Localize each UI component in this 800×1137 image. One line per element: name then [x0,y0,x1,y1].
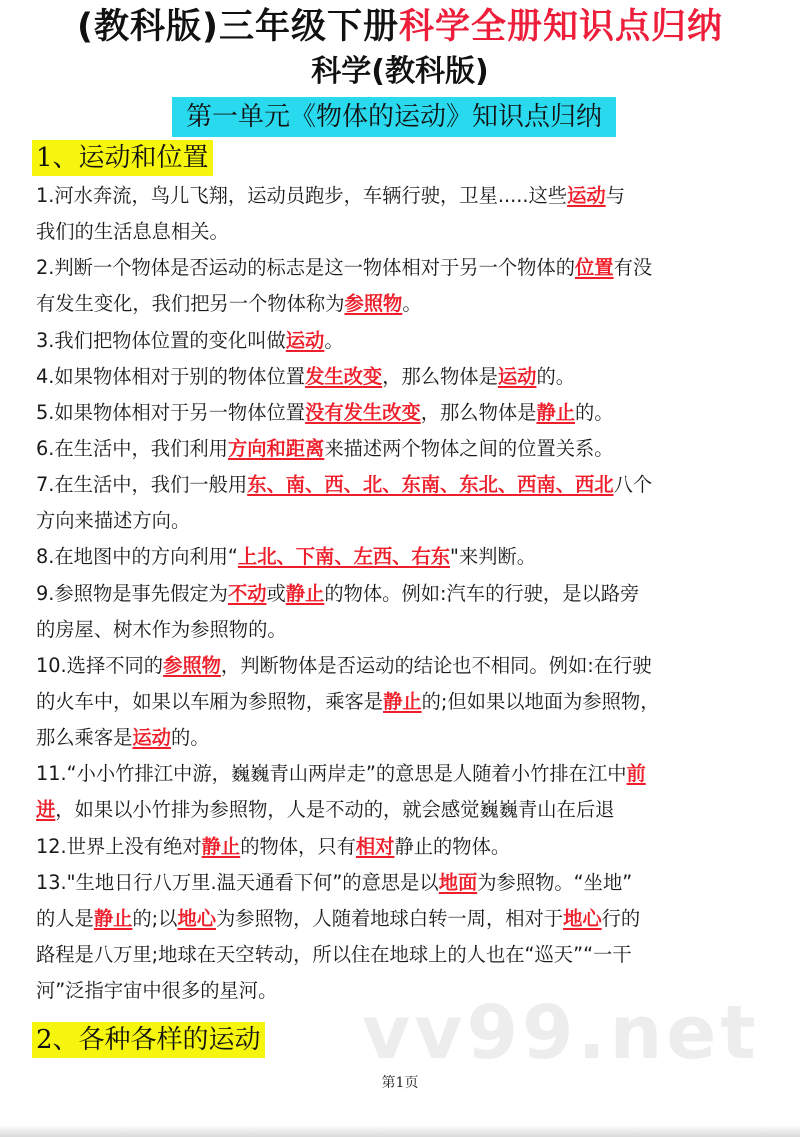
keyword-highlight: 东、南、西、北、东南、东北、西南、西北 [247,473,614,497]
text-segment: 为参照物，人随着地球白转一周，相对于 [216,906,564,930]
text-segment: 方向来描述方向。 [36,509,191,533]
text-segment: 9.参照物是事先假定为 [36,581,228,605]
text-segment: 的人是 [36,906,94,930]
text-segment: 5.如果物体相对于另一物体位置 [36,400,306,424]
keyword-highlight: 方向和距离 [227,436,325,460]
text-segment: 的;但如果以地面为参照物， [421,689,660,713]
text-segment: 八个 [613,473,653,497]
text-line [36,901,766,937]
text-line [36,395,766,431]
text-segment: 的物体。例如:汽车的行驶，是以路旁 [324,581,640,605]
keyword-highlight: 静止 [383,689,422,713]
keyword-highlight: 运动 [285,328,325,352]
keyword-highlight: 没有发生改变 [305,400,421,424]
text-segment: 为参照物。“坐地” [477,870,633,894]
section-heading-various-motion: 2、各种各样的运动 [32,1022,265,1058]
keyword-highlight: 发生改变 [305,364,383,388]
text-segment: 7.在生活中，我们一般用 [36,473,248,497]
text-segment: 我们的生活息息相关。 [36,220,229,244]
text-line [36,720,766,756]
text-line [36,250,766,286]
text-segment: 3.我们把物体位置的变化叫做 [36,328,286,352]
text-segment: 那么乘客是 [36,726,133,750]
watermark: vv99.net [362,990,760,1076]
text-segment: ，那么物体是 [420,400,537,424]
text-segment: 。 [324,328,344,352]
text-line [36,359,766,395]
text-segment: 2.判断一个物体是否运动的标志是这一物体相对于另一个物体的 [36,256,575,280]
text-line [36,612,766,648]
text-segment: 11.“小小竹排江中游，巍巍青山两岸走”的意思是人随着小竹排在江中 [36,762,627,786]
text-segment: 的房屋、树木作为参照物的。 [36,617,287,641]
text-segment: 路程是八万里;地球在天空转动，所以住在地球上的人也在“巡天”“一干 [36,942,632,966]
keyword-highlight: 地面 [438,870,478,894]
text-segment: 8.在地图中的方向利用“ [36,545,238,569]
keyword-highlight: 位置 [575,256,614,280]
keyword-highlight: 静止 [201,834,241,858]
text-segment: 河”泛指宇宙中很多的星河。 [36,979,278,1003]
keyword-highlight: 进 [36,798,56,822]
unit-title: 第一单元《物体的运动》知识点归纳 [172,97,616,137]
page-bottom-edge [0,1125,800,1137]
text-segment: 12.世界上没有绝对 [36,834,202,858]
keyword-highlight: 运动 [132,726,171,750]
text-segment: ，判断物体是否运动的结论也不相同。例如:在行驶 [220,653,652,677]
document-banner-title [0,4,800,50]
keyword-highlight: 运动 [497,364,537,388]
text-segment: "来判断。 [450,545,537,569]
keyword-highlight: 参照物 [344,292,403,316]
keyword-highlight: 上北、下南、左西、右东 [237,545,451,569]
page-number: 第1页 [381,1075,419,1091]
keyword-highlight: 静止 [536,400,575,424]
text-segment: 或 [266,581,286,605]
text-segment: 静止的物体。 [394,834,511,858]
text-segment: 行的 [601,906,641,930]
section-heading-motion-position: 1、运动和位置 [32,140,213,176]
keyword-highlight: 静止 [285,581,325,605]
text-segment: 有发生变化，我们把另一个物体称为 [36,292,345,316]
text-segment: 13."生地日行八万里.温天通看下何”的意思是以 [36,870,439,894]
text-line [36,576,766,612]
text-line [36,648,766,684]
text-line [36,756,766,792]
keyword-highlight: 前 [626,762,646,786]
text-segment: 的火车中，如果以车厢为参照物，乘客是 [36,689,384,713]
text-line [36,937,766,973]
keyword-highlight: 参照物 [163,653,221,677]
document-subtitle: 科学(教科版) [311,54,489,89]
text-segment: ，如果以小竹排为参照物，人是不动的，就会感觉巍巍青山在后退 [55,798,615,822]
text-segment: ，那么物体是 [382,364,498,388]
text-segment: 4.如果物体相对于别的物体位置 [36,364,306,388]
text-line [36,829,766,865]
keyword-highlight: 地心 [563,906,602,930]
text-line [36,792,766,828]
text-segment: 的。 [575,400,614,424]
text-segment: 10.选择不同的 [36,653,164,677]
keyword-highlight: 地心 [177,906,217,930]
text-line [36,431,766,467]
knowledge-points-body [36,178,766,1009]
text-segment: 1.河水奔流，鸟儿飞翔，运动员跑步，车辆行驶，卫星.....这些 [36,184,568,207]
text-line [36,286,766,322]
keyword-highlight: 不动 [227,581,267,605]
text-segment: 的;以 [132,906,178,930]
text-segment: 6.在生活中，我们利用 [36,436,228,460]
text-line [36,323,766,359]
text-segment: 有没 [613,256,653,280]
text-line [36,503,766,539]
text-segment: 。 [402,292,422,316]
text-segment: 来描述两个物体之间的位置关系。 [324,436,614,460]
text-line [36,865,766,901]
text-segment: 的。 [170,726,210,750]
text-line [36,467,766,503]
text-segment: 与 [605,184,625,207]
text-line [36,214,766,250]
text-line [36,684,766,720]
banner-title-black: (教科版)三年级下册 [76,7,399,47]
keyword-highlight: 运动 [567,184,606,207]
keyword-highlight: 静止 [93,906,133,930]
text-segment: 的物体，只有 [240,834,356,858]
text-segment: 的。 [536,364,575,388]
keyword-highlight: 相对 [355,834,395,858]
text-line [36,178,766,214]
banner-title-red: 科学全册知识点归纳 [398,7,723,47]
text-line [36,539,766,575]
